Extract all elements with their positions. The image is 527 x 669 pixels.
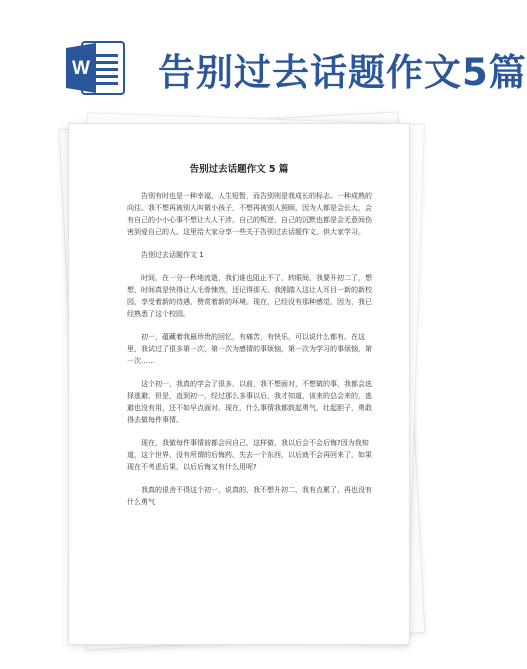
body-paragraph: 现在，我做每件事情前都会问自己，这样做，我以后会不会后悔?因为我知道，这个世界，没有所谓的后悔药。失去一个东西，以后就不会再回来了，如果现在不考虑后果，以后后悔又有什么用呢?: [127, 439, 372, 471]
body-paragraph: 时间，在一分一秒地流逝，我们谁也阻止不了，转眼间，我要升初二了，想想，时间真是快得让人毛骨悚然，还记得那天，我刚踏入这让人耳目一新的新校园，享受着新的待遇，赞赏着新的环境。现在，已经没有那种感觉，因为，我已经熟悉了这个校园。: [127, 274, 372, 318]
document-title: 告别过去话题作文 5 篇: [189, 164, 289, 175]
document-body: [127, 190, 373, 508]
intro-paragraph: 告别有时也是一种幸福，人生短暂，而告别则是我成长的标志。一种成熟的向往。我不想再被别人叫做小孩子，不想再被别人照顾，因为人都是会长大，会有自己的小小心事不想让大人干涉，自己的叛逆，自己的沉默也都是会无意间伤害到爱自己的人。这里给大家分享一些关于告别过去话题作文，供大家学习。: [127, 192, 372, 236]
word-document-icon: [64, 40, 126, 96]
section-heading: 告别过去话题作文 1: [141, 251, 204, 259]
body-paragraph: 我真的很舍不得这个初一，说真的，我不想升初二，我有点累了，再也没有什么勇气: [127, 486, 372, 506]
page-title: 告别过去话题作文5篇: [158, 51, 527, 94]
svg-text:W: W: [72, 58, 90, 79]
document-page: [68, 123, 410, 645]
body-paragraph: 这个初一，我真的学会了很多，以前，我不想面对，不想做的事，我都会选择逃避，但是，直到初一，经过那么多事以后，我才知道，该来的总会来的，逃避也没有用，还不如早点面对。现在，什么事情我都鼓起勇气，壮起胆子，勇敢得去做每件事情。: [127, 380, 372, 424]
body-paragraph: 初一，蕴藏着我最珍贵的回忆，有痛苦，有快乐，可以说什么都有。在这里，我试过了很多第一次，第一次为感情的事烦恼，第一次为学习的事烦恼，第一次……: [127, 333, 372, 365]
header-banner: [0, 0, 527, 100]
